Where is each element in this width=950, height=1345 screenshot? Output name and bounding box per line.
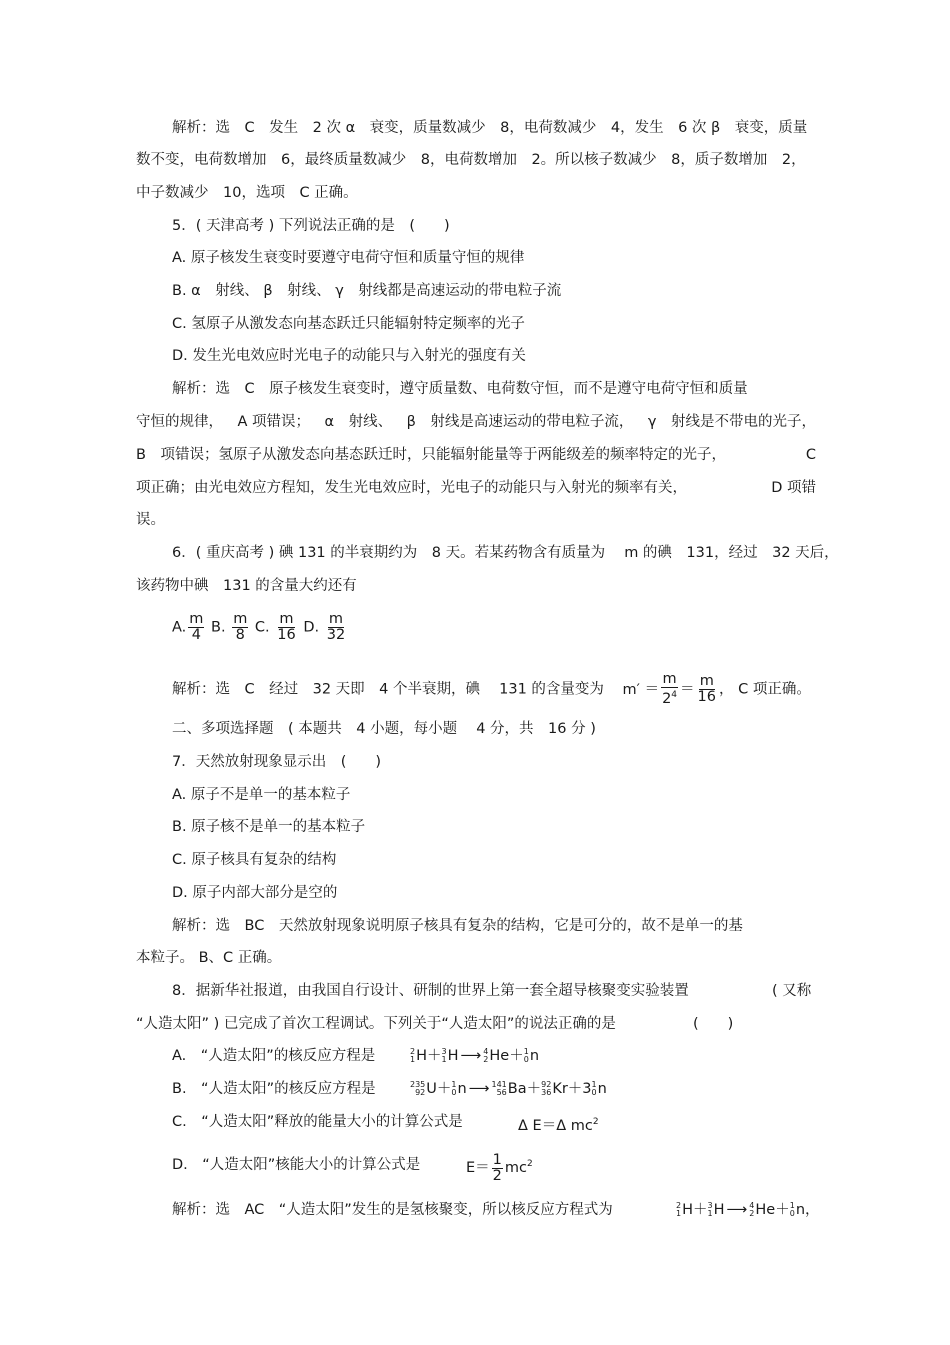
- numerator: m: [233, 611, 248, 627]
- q8-option-c: C. “人造太阳”释放的能量大小的计算公式是: [172, 1114, 463, 1130]
- text-segment: mc: [504, 1160, 528, 1176]
- q6-option-b-label: B.: [211, 619, 226, 636]
- q8-option-b: B. “人造太阳”的核反应方程是: [172, 1081, 376, 1097]
- mass-number: 235: [410, 1080, 426, 1089]
- plus-sign: ＋: [567, 1081, 583, 1097]
- q5-explanation-line-5: 误。: [136, 512, 165, 528]
- atomic-number: 1: [676, 1209, 682, 1218]
- symbol: n: [529, 1048, 540, 1064]
- q7-option-c: C. 原子核具有复杂的结构: [172, 852, 337, 868]
- atomic-number: 1: [707, 1209, 713, 1218]
- numerator: m: [662, 671, 677, 687]
- numerator: m: [279, 611, 294, 627]
- atomic-number: 36: [541, 1088, 552, 1097]
- atomic-number: 56: [496, 1088, 507, 1097]
- atomic-number: 1: [441, 1055, 447, 1064]
- plus-sign: ＋: [693, 1202, 708, 1218]
- text-segment: C 项正确。: [738, 681, 811, 698]
- fraction-m-over-4: [188, 612, 204, 643]
- text-segment: 守恒的规律，: [136, 414, 223, 430]
- text-segment: 解析：选 C 经过 32 天即 4 个半衰期，碘 131 的含量变为: [172, 681, 604, 698]
- atomic-number: 2: [483, 1055, 489, 1064]
- q8-option-d-formula: [466, 1146, 533, 1186]
- q5-option-b: B. α 射线、 β 射线、 γ 射线都是高速运动的带电粒子流: [172, 283, 562, 299]
- base: 2: [662, 691, 672, 707]
- denominator: [661, 688, 678, 707]
- plus-sign: ＋: [526, 1081, 542, 1097]
- nuclide-he4: [749, 1198, 775, 1222]
- q7-option-a: A. 原子不是单一的基本粒子: [172, 787, 351, 803]
- symbol: Kr: [552, 1081, 568, 1097]
- denominator: 4: [191, 627, 201, 643]
- denominator: 32: [326, 627, 346, 643]
- m-prime: m′: [622, 681, 640, 698]
- q5-explanation-line-1: 解析：选 C 原子核发生衰变时，遵守质量数、电荷数守恒，而不是遵守电荷守恒和质量: [172, 381, 748, 397]
- reaction-arrow: ⟶: [468, 1081, 490, 1097]
- q5-explanation-line-3: [136, 445, 816, 465]
- q4-explanation-line-2: 数不变，电荷数增加 6，最终质量数减少 8，电荷数增加 2。所以核子数减少 8，质子数增加 2，: [136, 152, 806, 168]
- mass-number: 4: [483, 1047, 489, 1056]
- nuclide-h2: [676, 1198, 693, 1222]
- plus-sign: ＋: [436, 1081, 452, 1097]
- text-segment: E＝: [466, 1160, 490, 1176]
- denominator: 16: [277, 627, 296, 643]
- nuclide-neutron: [524, 1044, 539, 1068]
- mass-number: 1: [789, 1201, 795, 1210]
- nuclide-neutron: [790, 1198, 805, 1222]
- atomic-number: 0: [451, 1088, 457, 1097]
- comma: ，: [718, 681, 734, 698]
- section-2-heading: 二、多项选择题 ( 本题共 4 小题，每小题 4 分，共 16 分 ): [172, 721, 596, 737]
- q8-option-b-equation: [410, 1077, 607, 1101]
- mass-number: 2: [676, 1201, 682, 1210]
- plus-sign: ＋: [775, 1202, 790, 1218]
- q8-stem-line-1-tail: ( 又称: [772, 983, 812, 999]
- symbol: He: [489, 1048, 510, 1064]
- fraction-m-over-8: [232, 612, 248, 643]
- q4-explanation-line-3: 中子数减少 10，选项 C 正确。: [136, 185, 358, 201]
- atomic-number: 0: [591, 1088, 597, 1097]
- atomic-number: 0: [523, 1055, 529, 1064]
- q5-option-c: C. 氢原子从激发态向基态跃迁只能辐射特定频率的光子: [172, 316, 525, 332]
- q5-explanation-line-2: [136, 412, 816, 432]
- q5-stem: 5．( 天津高考 ) 下列说法正确的是 ( ): [172, 218, 450, 234]
- q4-explanation-line-1: 解析：选 C 发生 2 次 α 衰变，质量数减少 8，电荷数减少 4，发生 6 次 β 衰变，质量: [172, 120, 808, 136]
- text-segment: β 射线是高速运动的带电粒子流，: [406, 414, 634, 430]
- text-segment: D 项错: [771, 480, 816, 496]
- text-segment: A 项错误；: [237, 414, 311, 430]
- mass-number: 92: [541, 1080, 552, 1089]
- numerator: m: [699, 673, 714, 689]
- text-segment: C: [805, 447, 816, 463]
- nuclide-ba141: [492, 1077, 527, 1101]
- equals-sign: ＝: [644, 681, 660, 698]
- mass-number: 4: [749, 1201, 755, 1210]
- exponent: 2: [527, 1159, 533, 1169]
- text-segment: 项正确；由光电效应方程知，发生光电效应时，光电子的动能只与入射光的频率有关，: [136, 480, 687, 496]
- exponent: 4: [671, 690, 678, 700]
- symbol: H: [713, 1202, 725, 1218]
- text-segment: α 射线、: [324, 414, 393, 430]
- mass-number: 2: [410, 1047, 416, 1056]
- reaction-arrow: ⟶: [460, 1048, 482, 1064]
- q8-explanation-equation: [676, 1198, 820, 1222]
- nuclide-kr92: [541, 1077, 568, 1101]
- atomic-number: 2: [749, 1209, 755, 1218]
- atomic-number: 92: [415, 1088, 426, 1097]
- fraction-m-over-32: [326, 612, 346, 643]
- q7-explanation-line-1: 解析：选 BC 天然放射现象说明原子核具有复杂的结构，它是可分的，故不是单一的基: [172, 918, 743, 934]
- q8-explanation: 解析：选 AC “人造太阳”发生的是氢核聚变，所以核反应方程式为: [172, 1202, 613, 1218]
- plus-sign: ＋: [427, 1048, 442, 1064]
- nuclide-he4: [483, 1044, 509, 1068]
- q5-option-a: A. 原子核发生衰变时要遵守电荷守恒和质量守恒的规律: [172, 250, 525, 266]
- mass-number: 3: [707, 1201, 713, 1210]
- numerator: m: [328, 611, 343, 627]
- symbol: H: [682, 1202, 693, 1218]
- q8-option-a-equation: [410, 1044, 539, 1068]
- nuclide-h3: [442, 1044, 459, 1068]
- nuclide-neutron: [592, 1077, 607, 1101]
- symbol: H: [447, 1048, 459, 1064]
- symbol: U: [426, 1081, 437, 1097]
- q5-option-d: D. 发生光电效应时光电子的动能只与入射光的强度有关: [172, 348, 526, 364]
- energy-mass-formula: Δ E＝Δ mc: [518, 1118, 593, 1134]
- plus-sign: ＋: [509, 1048, 524, 1064]
- mass-number: 1: [591, 1080, 597, 1089]
- text-segment: γ 射线是不带电的光子，: [647, 414, 816, 430]
- nuclide-h2: [410, 1044, 427, 1068]
- mass-number: 1: [523, 1047, 529, 1056]
- numerator: 1: [492, 1151, 502, 1168]
- fraction-m-over-16: [276, 612, 296, 643]
- atomic-number: 1: [410, 1055, 416, 1064]
- exponent: 2: [592, 1117, 599, 1127]
- q7-option-b: B. 原子核不是单一的基本粒子: [172, 819, 366, 835]
- comma: ，: [805, 1202, 820, 1218]
- q8-stem-line-1: 8．据新华社报道，由我国自行设计、研制的世界上第一套全超导核聚变实验装置: [172, 983, 689, 999]
- symbol: n: [597, 1081, 607, 1097]
- nuclide-neutron: [451, 1077, 466, 1101]
- q7-option-d: D. 原子内部大部分是空的: [172, 885, 338, 901]
- mass-number: 141: [491, 1080, 507, 1089]
- q7-stem: 7．天然放射现象显示出 ( ): [172, 754, 382, 770]
- symbol: n: [457, 1081, 467, 1097]
- coefficient: 3: [582, 1081, 592, 1097]
- denominator: 16: [697, 689, 716, 705]
- numerator: m: [189, 611, 204, 627]
- nuclide-h3: [708, 1198, 725, 1222]
- text-segment: B 项错误；氢原子从激发态向基态跃迁时，只能辐射能量等于两能级差的频率特定的光子，: [136, 447, 726, 463]
- equals-sign: ＝: [680, 681, 695, 698]
- fraction-one-half: [492, 1153, 503, 1184]
- q8-option-a: A. “人造太阳”的核反应方程是: [172, 1048, 376, 1064]
- q8-option-c-formula: [518, 1110, 599, 1138]
- symbol: He: [755, 1202, 776, 1218]
- q6-option-d-label: D.: [303, 619, 320, 636]
- symbol: Ba: [507, 1081, 527, 1097]
- q8-option-d: D. “人造太阳”核能大小的计算公式是: [172, 1157, 421, 1173]
- q6-option-a-label: A.: [172, 619, 187, 636]
- denominator: 2: [492, 1167, 502, 1184]
- symbol: H: [416, 1048, 427, 1064]
- mass-number: 1: [451, 1080, 457, 1089]
- q6-explanation: [172, 672, 811, 707]
- fraction-m-over-2-pow-4: [661, 672, 678, 707]
- q6-option-c-label: C.: [254, 619, 270, 636]
- fraction-m-over-16: [697, 674, 717, 705]
- symbol: n: [795, 1202, 806, 1218]
- q6-stem-line-1: 6．( 重庆高考 ) 碘 131 的半衰期约为 8 天。若某药物含有质量为 m 的碘 131，经过 32 天后，: [172, 545, 839, 561]
- q6-options: [172, 612, 348, 643]
- mass-number: 3: [441, 1047, 447, 1056]
- denominator: 8: [235, 627, 245, 643]
- q6-stem-line-2: 该药物中碘 131 的含量大约还有: [136, 578, 357, 594]
- q8-stem-line-2: “人造太阳” ) 已完成了首次工程调试。下列关于“人造太阳”的说法正确的是 ( ): [136, 1016, 734, 1032]
- nuclide-u235: [410, 1077, 437, 1101]
- reaction-arrow: ⟶: [726, 1202, 748, 1218]
- atomic-number: 0: [789, 1209, 795, 1218]
- q7-explanation-line-2: 本粒子。 B、C 正确。: [136, 950, 282, 966]
- q5-explanation-line-4: [136, 478, 816, 498]
